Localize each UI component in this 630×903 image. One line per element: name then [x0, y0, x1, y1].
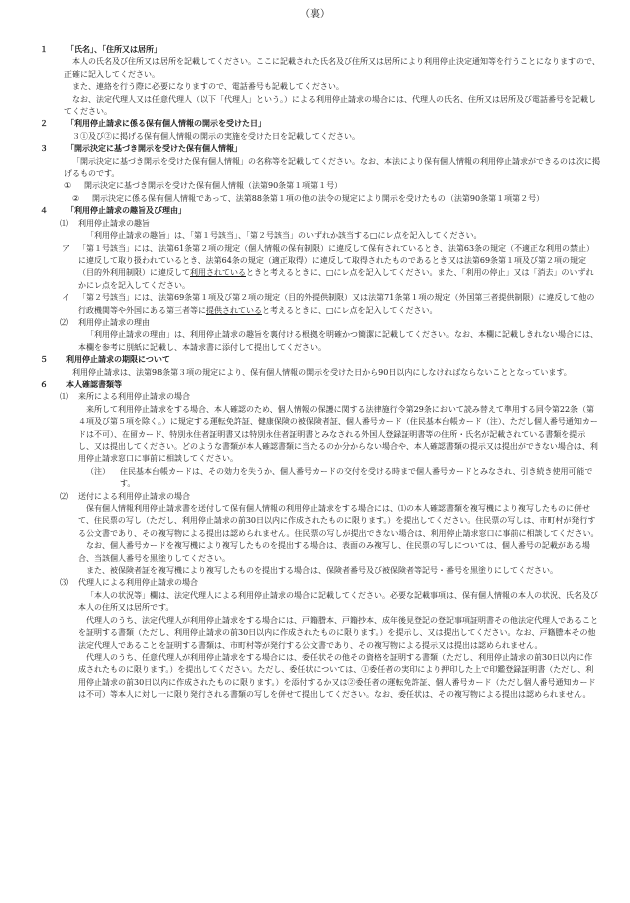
sub-number: ⑴: [60, 218, 68, 228]
section-6-sub-2-heading: [30, 491, 600, 503]
sub-heading-text: 送付による利用停止請求の場合: [78, 491, 190, 501]
section-number: １: [40, 45, 48, 54]
heading-text: 利用停止請求の期限について: [66, 355, 170, 365]
section-6-sub-3-paragraph: 代理人のうち、任意代理人が利用停止請求をする場合には、委任状その他その資格を証明する書類（ただし、利用停止請求の前30日以内に作成されたものに限ります。）を提出してください。ただし、委任状については、①委任者の実印により押印した上で印鑑登録証明書（ただし、利用停止請求の前30日以内に作成されたものに限ります。）を添付するか又は②委任者の運転免許証、個人番号カード（ただし個人番号通知カードは不可）等本人に対し一に限り発行される書類の写しを併せて提出してください。なお、委任状は、その複写物による提出は認められません。: [78, 652, 596, 700]
underlined-text: 提供されている: [206, 305, 262, 315]
note-marker: （注）: [86, 466, 110, 476]
item-text-post: ときと考えるときに、□にレ点を記入してください。また、「利用の停止」又は「消去」のいずれかにレ点を記入してください。: [78, 268, 594, 290]
heading-text: 本人確認書類等: [66, 379, 122, 389]
item-number: ②: [72, 193, 80, 203]
sub-number: ⑵: [60, 491, 68, 501]
section-6-sub-3-paragraph: 代理人のうち、法定代理人が利用停止請求をする場合には、戸籍謄本、戸籍抄本、成年後見登記の登記事項証明書その他法定代理人であることを証明する書類（ただし、利用停止請求の前30日以内に作成されたものに限ります。）を提示し、又は提出してください。なお、戸籍謄本その他法定代理人であることを証明する書類は、市町村等が発行する公文書であり、その複写物による提示又は提出は認められません。: [78, 615, 598, 650]
section-4-sub-2-paragraph: 「利用停止請求の理由」は、利用停止請求の趣旨を裏付ける根拠を明確かつ簡潔に記載してください。なお、本欄に記載しきれない場合には、本欄を参考に別紙に記載し、本請求書に添付して提出してください。: [78, 330, 598, 352]
section-5-heading: [30, 354, 600, 366]
heading-text: 「氏名」、「住所又は居所」: [66, 45, 162, 54]
item-text-post: と考えるときに、□にレ点を記入してください。: [262, 305, 438, 315]
section-6-sub-3-paragraph: 「本人の状況等」欄は、法定代理人による利用停止請求の場合に記載してください。必要な記載事項は、保有個人情報の本人の状況、氏名及び本人の住所又は居所です。: [78, 590, 598, 613]
item-number: ①: [64, 181, 72, 191]
section-6-sub-1-heading: [30, 391, 600, 403]
underlined-text: 利用されている: [190, 268, 246, 278]
item-text-pre: 「第２号該当」には、法第69条第１項及び第２項の規定（目的外提供制限）又は法第71条第１項の規定（外国第三者提供制限）に違反して他の行政機関等や外国にある第三者等に: [78, 293, 595, 315]
section-3-item-2: [30, 193, 600, 205]
section-1-paragraph: なお、法定代理人又は任意代理人（以下「代理人」という。）による利用停止請求の場合には、代理人の氏名、住所又は居所及び電話番号を記載してください。: [64, 94, 596, 117]
heading-text: 「利用停止請求の趣旨及び理由」: [66, 206, 186, 216]
sub-heading-text: 利用停止請求の趣旨: [78, 218, 150, 228]
section-number: ３: [40, 144, 48, 154]
section-6-sub-2-paragraph: また、被保険者証を複写機により複写したものを提出する場合は、保険者番号及び被保険者等記号・番号を黒塗りにしてください。: [86, 566, 558, 576]
heading-text: 「開示決定に基づき開示を受けた保有個人情報」: [66, 144, 242, 154]
section-4-heading: [30, 205, 600, 217]
item-text: 開示決定に基づき開示を受けた保有個人情報（法第90条第１項第１号）: [84, 181, 343, 191]
heading-text: 「利用停止請求に係る保有個人情報の開示を受けた日」: [66, 119, 266, 129]
section-4-sub-1-heading: [30, 218, 600, 230]
section-6-sub-2-paragraph: なお、個人番号カードを複写機により複写したものを提出する場合は、表面のみ複写し、住民票の写しについては、個人番号の記載がある場合、当該個人番号を黒塗りしてください。: [78, 541, 590, 563]
section-number: ６: [40, 379, 48, 389]
section-2-heading: [30, 118, 600, 130]
sub-heading-text: 来所による利用停止請求の場合: [78, 392, 190, 402]
section-4-item-b: [30, 292, 600, 317]
section-2-paragraph: ３①及び②に掲げる保有個人情報の開示の実施を受けた日を記載してください。: [72, 131, 360, 141]
section-1-paragraph: 本人の氏名及び住所又は居所を記載してください。ここに記載された氏名及び住所又は居所により利用停止決定通知等を行うことになりますので、正確に記入してください。: [64, 57, 600, 79]
section-6-sub-3-heading: [30, 577, 600, 589]
item-marker: イ: [62, 293, 70, 303]
section-4-item-a: [30, 243, 600, 293]
section-1-paragraph: また、連絡を行う際に必要になりますので、電話番号も記載してください。: [72, 82, 344, 92]
section-3-paragraph: 「開示決定に基づき開示を受けた保有個人情報」の名称等を記載してください。なお、本法により保有個人情報の利用停止請求ができるのは次に掲げるものです。: [64, 156, 600, 179]
item-marker: ア: [62, 243, 70, 253]
section-number: ２: [40, 119, 48, 129]
sub-heading-text: 利用停止請求の理由: [78, 317, 150, 327]
section-4-sub-2-heading: [30, 317, 600, 329]
section-number: ４: [40, 206, 48, 216]
sub-number: ⑵: [60, 317, 68, 327]
item-text: 開示決定に係る保有個人情報であって、法第88条第１項の他の法令の規定により開示を受けたもの（法第90条第１項第２号）: [92, 193, 545, 203]
section-1-heading: [30, 44, 600, 56]
sub-number: ⑴: [60, 392, 68, 402]
section-4-sub-1-paragraph: 「利用停止請求の趣旨」は、「第１号該当」、「第２号該当」のいずれか該当する□にレ点を記入してください。: [86, 231, 482, 241]
section-6-note: [30, 466, 600, 491]
section-5-paragraph: 利用停止請求は、法第98条第３項の規定により、保有個人情報の開示を受けた日から90日以内にしなければならないこととなっています。: [72, 367, 572, 377]
section-6-heading: [30, 379, 600, 391]
page-title: （裏）: [300, 9, 330, 20]
section-6-sub-1-paragraph: 来所して利用停止請求をする場合、本人確認のため、個人情報の保護に関する法律施行令第29条において読み替えて準用する同令第22条（第４項及び第５項を除く。）に規定する運転免許証、健康保険の被保険者証、個人番号カード（住民基本台帳カード（注）、ただし個人番号通知カードは不可）、在留カード、特別永住者証明書又は特別永住者証明書とみなされる外国人登録証明書等の住所・氏名が記載されている書類を提示し、又は提出してください。どのような書類が本人確認書類に当たるのか分からない場合や、本人確認書類の提示又は提出ができない場合は、利用停止請求窓口に事前に相談してください。: [78, 404, 598, 464]
section-3-item-1: [30, 180, 600, 192]
section-3-heading: [30, 143, 600, 155]
note-text: 住民基本台帳カードは、その効力を失うか、個人番号カードの交付を受ける時まで個人番号カードとみなされ、引き続き使用可能です。: [120, 466, 593, 489]
sub-number: ⑶: [60, 578, 68, 588]
sub-heading-text: 代理人による利用停止請求の場合: [78, 578, 198, 588]
section-number: ５: [40, 355, 48, 365]
section-6-sub-2-paragraph: 保有個人情報利用停止請求書を送付して保有個人情報の利用停止請求をする場合には、⑴の本人確認書類を複写機により複写したものに併せて、住民票の写し（ただし、利用停止請求の前30日以内に作成されたものに限ります。）を提出してください。住民票の写しは、市町村が発行する公文書であり、その複写物による提出は認められません。住民票の写しが提出できない場合は、利用停止請求窓口に事前に相談してください。: [78, 504, 599, 538]
item-text-pre: 「第１号該当」には、法第61条第２項の規定（個人情報の保有制限）に違反して保有されているとき、法第63条の規定（不適正な利用の禁止）に違反して取り扱われているとき、法第64条の規定（適正取得）に違反して取得されたものであるとき又は法第69条第１項及び第２項の規定（目的外利用制限）に違反して: [78, 243, 595, 278]
